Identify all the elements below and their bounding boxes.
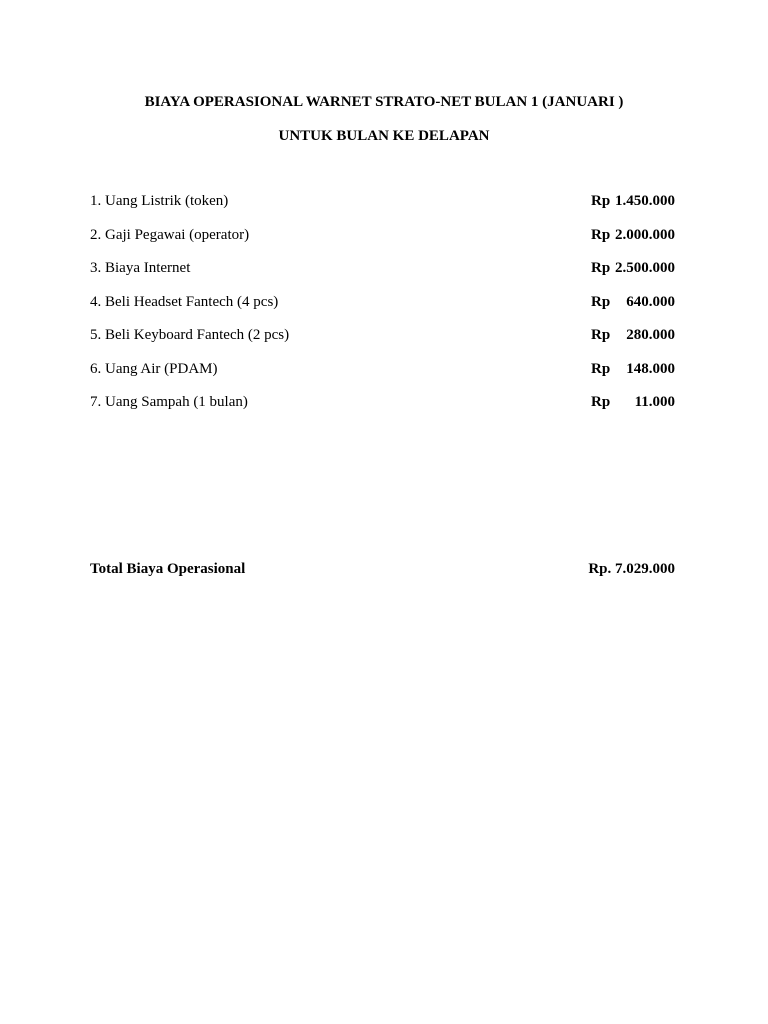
expense-value: 280.000 [626, 327, 675, 343]
expense-item [90, 226, 675, 260]
total-label: Total Biaya Operasional [90, 561, 246, 577]
expense-label: 6. Uang Air (PDAM) [90, 360, 218, 377]
total-row [90, 560, 675, 580]
expense-currency: Rp [591, 327, 611, 343]
expense-item [90, 393, 675, 427]
document-subtitle: UNTUK BULAN KE DELAPAN [278, 128, 490, 144]
expense-value: 11.000 [634, 394, 675, 410]
expense-label: 3. Biaya Internet [90, 260, 191, 276]
expense-currency: Rp [591, 226, 611, 243]
expense-value: 2.000.000 [615, 226, 675, 243]
expense-label: 4. Beli Headset Fantech (4 pcs) [90, 293, 279, 310]
expense-currency: Rp [591, 394, 611, 410]
expense-currency: Rp [591, 360, 611, 377]
expense-item [90, 293, 675, 327]
expense-label: 7. Uang Sampah (1 bulan) [90, 394, 248, 410]
expense-value: 640.000 [626, 293, 675, 310]
expense-label: 5. Beli Keyboard Fantech (2 pcs) [90, 327, 290, 343]
expense-item [90, 259, 675, 293]
expense-item [90, 192, 675, 226]
expense-value: 2.500.000 [615, 260, 675, 276]
expense-label: 1. Uang Listrik (token) [90, 193, 229, 209]
expense-item [90, 326, 675, 360]
expense-currency: Rp [591, 193, 611, 209]
expense-currency: Rp [591, 293, 611, 310]
total-amount: Rp. 7.029.000 [588, 561, 675, 577]
expense-currency: Rp [591, 260, 611, 276]
expense-value: 148.000 [626, 360, 675, 377]
expense-item [90, 360, 675, 394]
expense-list [90, 192, 675, 427]
expense-label: 2. Gaji Pegawai (operator) [90, 226, 250, 243]
expense-value: 1.450.000 [615, 193, 675, 209]
document-title: BIAYA OPERASIONAL WARNET STRATO-NET BULAN 1 (JANUARI ) [144, 94, 624, 110]
